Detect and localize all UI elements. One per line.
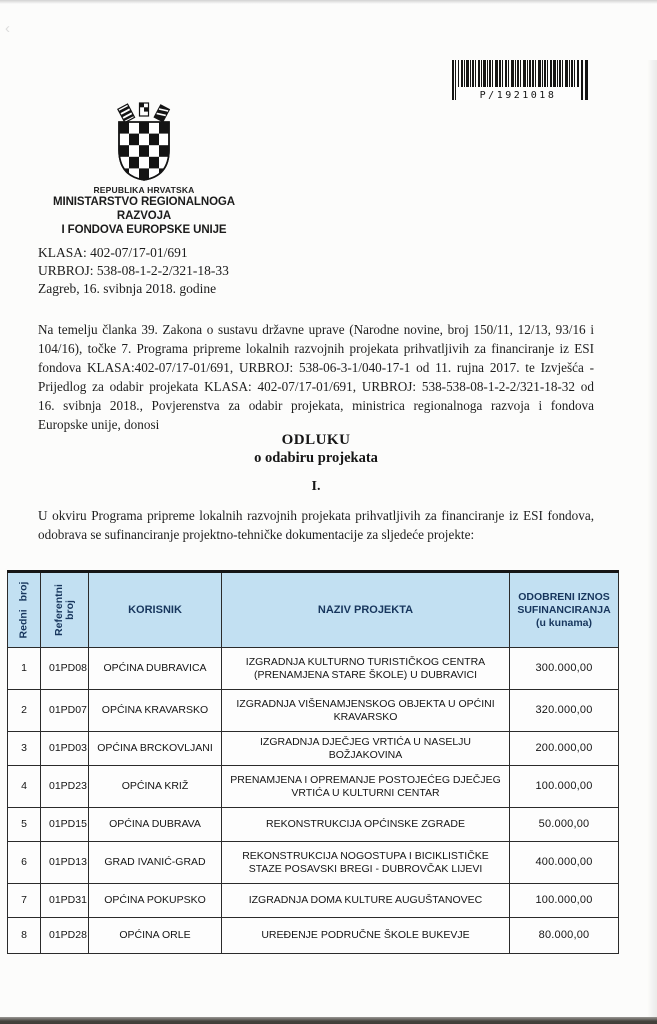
barcode-text: P/1921018 — [479, 90, 557, 100]
preamble-line: Prijedlog za odabir projekata KLASA: 402-07/17-01/691, URBROJ: 538-538-08-1-2-2/321-18-32 od — [38, 379, 594, 394]
cell-naziv-projekta: PRENAMJENA I OPREMANJE POSTOJEĆEG DJEČJEG VRTIĆA U KULTURNI CENTAR — [222, 766, 510, 808]
preamble-line: 16. svibnja 2018., Povjerenstva za odabir projekata, ministrica regionalnoga razvoja i fondova — [38, 398, 594, 413]
cell-iznos: 80.000,00 — [510, 918, 619, 954]
intro-paragraph — [38, 506, 594, 544]
page-bottom-edge — [0, 1017, 657, 1024]
cell-naziv-projekta: UREĐENJE PODRUČNE ŠKOLE BUKEVJE — [222, 918, 510, 954]
cell-korisnik: OPĆINA ORLE — [89, 918, 222, 954]
preamble-paragraph — [38, 320, 594, 434]
cell-naziv-projekta: REKONSTRUKCIJA OPĆINSKE ZGRADE — [222, 808, 510, 842]
col-header-korisnik: KORISNIK — [89, 572, 222, 648]
reference-block — [38, 244, 229, 298]
table-row — [8, 808, 619, 842]
barcode-bars — [452, 60, 588, 100]
table-row — [8, 884, 619, 918]
cell-referentni-broj: 01PD03 — [41, 732, 89, 766]
cell-iznos: 200.000,00 — [510, 732, 619, 766]
decision-title: ODLUKU — [281, 432, 351, 448]
cell-referentni-broj: 01PD23 — [41, 766, 89, 808]
projects-table-wrap — [7, 570, 619, 954]
cell-iznos: 50.000,00 — [510, 808, 619, 842]
place-date-line: Zagreb, 16. svibnja 2018. godine — [38, 281, 217, 296]
table-row — [8, 766, 619, 808]
preamble-line: Na temelju članka 39. Zakona o sustavu državne uprave (Narodne novine, broj 150/11, 12/13, 93/16 i — [38, 322, 594, 337]
cell-korisnik: OPĆINA DUBRAVA — [89, 808, 222, 842]
col-header-referentni-broj-label: Referentni broj — [52, 584, 76, 636]
barcode — [452, 60, 588, 100]
cell-naziv-projekta: IZGRADNJA DJEČJEG VRTIĆA U NASELJU BOŽJAKOVINA — [222, 732, 510, 766]
table-row — [8, 842, 619, 884]
cell-naziv-projekta: IZGRADNJA KULTURNO TURISTIČKOG CENTRA (PRENAMJENA STARE ŠKOLE) U DUBRAVICI — [222, 648, 510, 690]
cell-referentni-broj: 01PD08 — [41, 648, 89, 690]
preamble-line: fondova KLASA:402-07/17-01/691, URBROJ: 538-06-3-1/040-17-1 od 11. rujna 2017. te Izvješća - — [38, 360, 594, 375]
crown-left-shield-icon — [118, 104, 135, 122]
country-name: REPUBLIKA HRVATSKA — [93, 185, 195, 195]
preamble-line: 104/16), točke 7. Programa pripreme lokalnih razvojnih projekata prihvatljivih za financiranje iz ESI — [38, 341, 594, 356]
cell-iznos: 100.000,00 — [510, 884, 619, 918]
cell-korisnik: OPĆINA KRAVARSKO — [89, 690, 222, 732]
cell-iznos: 320.000,00 — [510, 690, 619, 732]
cell-referentni-broj: 01PD28 — [41, 918, 89, 954]
section-number: I. — [311, 479, 321, 494]
ministry-name-line2: I FONDOVA EUROPSKE UNIJE — [61, 224, 227, 236]
projects-table — [7, 570, 619, 954]
col-header-odobreni-iznos: ODOBRENI IZNOS SUFINANCIRANJA (u kunama) — [510, 572, 619, 648]
cell-korisnik: GRAD IVANIĆ-GRAD — [89, 842, 222, 884]
cell-referentni-broj: 01PD13 — [41, 842, 89, 884]
cell-redni-broj: 6 — [8, 842, 41, 884]
intro-line: U okviru Programa pripreme lokalnih razvojnih projekata prihvatljivih za financiranje iz ESI fondova, — [38, 508, 594, 523]
scan-corner-mark: ‹ — [5, 20, 10, 37]
cell-redni-broj: 2 — [8, 690, 41, 732]
cell-korisnik: OPĆINA DUBRAVICA — [89, 648, 222, 690]
urbroj-line: URBROJ: 538-08-1-2-2/321-18-33 — [38, 263, 229, 278]
cell-iznos: 400.000,00 — [510, 842, 619, 884]
scan-top-edge — [0, 0, 657, 4]
cell-redni-broj: 5 — [8, 808, 41, 842]
cell-naziv-projekta: IZGRADNJA DOMA KULTURE AUGUŠTANOVEC — [222, 884, 510, 918]
cell-naziv-projekta: REKONSTRUKCIJA NOGOSTUPA I BICIKLISTIČKE STAZE POSAVSKI BREGI - DUBROVČAK LIJEVI — [222, 842, 510, 884]
cell-korisnik: OPĆINA POKUPSKO — [89, 884, 222, 918]
ministry-name-line1: MINISTARSTVO REGIONALNOGA RAZVOJA — [53, 196, 235, 222]
cell-redni-broj: 8 — [8, 918, 41, 954]
cell-referentni-broj: 01PD07 — [41, 690, 89, 732]
klasa-line: KLASA: 402-07/17-01/691 — [38, 245, 188, 260]
crown-right-shield-icon — [153, 104, 170, 122]
cell-korisnik: OPĆINA KRIŽ — [89, 766, 222, 808]
decision-subtitle: o odabiru projekata — [254, 450, 378, 466]
table-row — [8, 690, 619, 732]
cell-iznos: 100.000,00 — [510, 766, 619, 808]
table-row — [8, 732, 619, 766]
cell-redni-broj: 3 — [8, 732, 41, 766]
crown-middle-shield-icon — [140, 103, 149, 116]
intro-line: odobrava se sufinanciranje projektno-tehničke dokumentacije za sljedeće projekte: — [38, 527, 475, 542]
table-header-row — [8, 572, 619, 648]
table-row — [8, 648, 619, 690]
cell-redni-broj: 4 — [8, 766, 41, 808]
cell-korisnik: OPĆINA BRCKOVLJANI — [89, 732, 222, 766]
table-row — [8, 918, 619, 954]
col-header-redni-broj-label: Redni broj — [17, 581, 30, 639]
col-header-referentni-broj — [41, 572, 89, 648]
cell-iznos: 300.000,00 — [510, 648, 619, 690]
scan-edge-right — [647, 60, 657, 1017]
cell-naziv-projekta: IZGRADNJA VIŠENAMJENSKOG OBJEKTA U OPĆINI KRAVARSKO — [222, 690, 510, 732]
cell-referentni-broj: 01PD15 — [41, 808, 89, 842]
col-header-redni-broj — [8, 572, 41, 648]
preamble-line: Europske unije, donosi — [38, 417, 160, 432]
cell-redni-broj: 7 — [8, 884, 41, 918]
cell-redni-broj: 1 — [8, 648, 41, 690]
letterhead — [38, 100, 250, 237]
croatian-coat-of-arms-icon — [116, 100, 172, 182]
cell-referentni-broj: 01PD31 — [41, 884, 89, 918]
col-header-naziv-projekta: NAZIV PROJEKTA — [222, 572, 510, 648]
